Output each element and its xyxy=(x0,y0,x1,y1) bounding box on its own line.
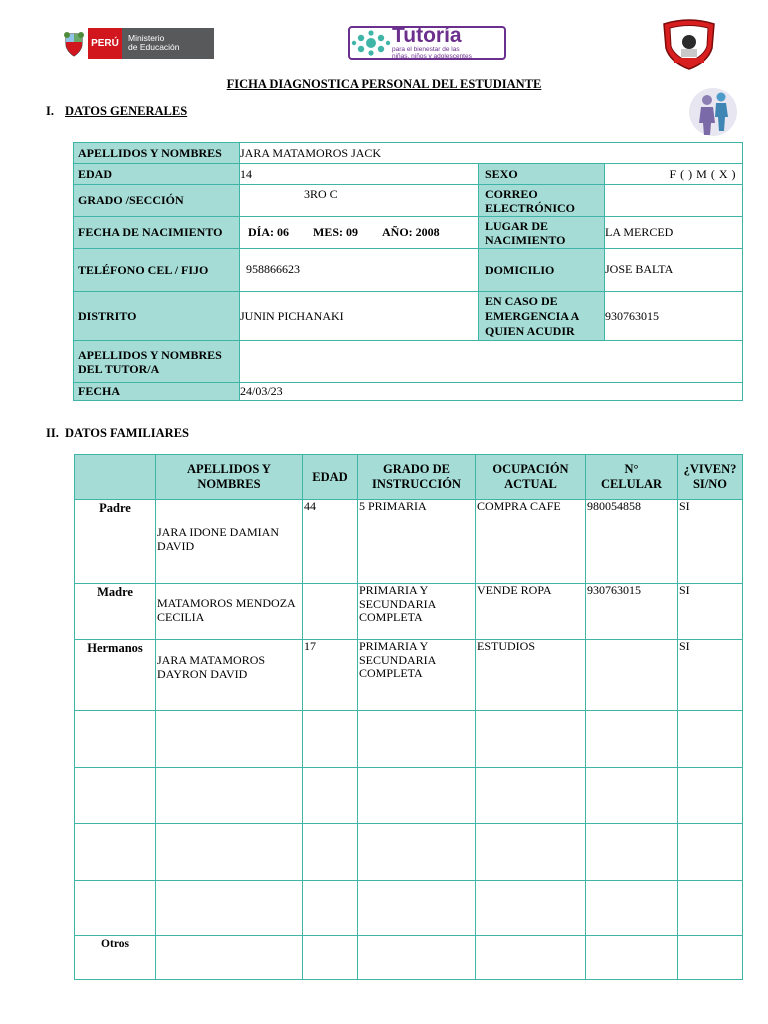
cell-viven xyxy=(678,936,743,980)
value-distrito: JUNIN PICHANAKI xyxy=(240,292,479,341)
ministerio-line2: de Educación xyxy=(128,42,180,52)
section-2-title: DATOS FAMILIARES xyxy=(65,426,189,440)
tutoria-sub2: niñas, niños y adolescentes xyxy=(392,53,472,60)
header-celular: N° CELULAR xyxy=(586,455,678,500)
cell-edad xyxy=(303,881,358,936)
row-label: Hermanos xyxy=(75,640,156,711)
table-row-empty xyxy=(75,824,743,881)
cell-ocupacion xyxy=(476,936,586,980)
header-edad: EDAD xyxy=(303,455,358,500)
cell-edad: 17 xyxy=(303,640,358,711)
value-correo xyxy=(605,185,743,217)
label-nombres: APELLIDOS Y NOMBRES xyxy=(74,143,240,164)
label-correo: CORREO ELECTRÓNICO xyxy=(479,185,605,217)
cell-nombres xyxy=(156,500,303,584)
cell-instruccion: PRIMARIA Y SECUNDARIA COMPLETA xyxy=(358,640,476,711)
value-lugar-nacimiento: LA MERCED xyxy=(605,217,743,249)
cell-nombres-text: MATAMOROS MENDOZA CECILIA xyxy=(157,596,296,624)
minedu-logo xyxy=(60,28,214,59)
section-2-heading xyxy=(46,426,189,441)
value-mes: MES: 09 xyxy=(313,225,358,239)
value-telefono: 958866623 xyxy=(240,249,479,292)
cell-nombres xyxy=(156,711,303,768)
value-edad: 14 xyxy=(240,164,479,185)
cell-nombres-text: JARA MATAMOROS DAYRON DAVID xyxy=(157,653,266,681)
cell-viven: SI xyxy=(678,500,743,584)
cell-viven: SI xyxy=(678,584,743,640)
label-lugar-nacimiento: LUGAR DE NACIMIENTO xyxy=(479,217,605,249)
cell-celular: 930763015 xyxy=(586,584,678,640)
value-anio: AÑO: 2008 xyxy=(382,225,440,239)
table-row-padre xyxy=(75,500,743,584)
school-crest-icon xyxy=(660,18,718,70)
header-nombres: APELLIDOS Y NOMBRES xyxy=(156,455,303,500)
label-edad: EDAD xyxy=(74,164,240,185)
table-row-empty xyxy=(75,881,743,936)
row-label: Madre xyxy=(75,584,156,640)
cell-viven: SI xyxy=(678,640,743,711)
section-2-number: II. xyxy=(46,426,59,440)
section-1-number: I. xyxy=(46,104,54,118)
cell-ocupacion: VENDE ROPA xyxy=(476,584,586,640)
cell-instruccion xyxy=(358,768,476,824)
tutoria-logo xyxy=(348,26,506,60)
value-fecha: 24/03/23 xyxy=(240,383,743,401)
cell-instruccion: 5 PRIMARIA xyxy=(358,500,476,584)
cell-ocupacion xyxy=(476,881,586,936)
label-sexo: SEXO xyxy=(479,164,605,185)
label-telefono: TELÉFONO CEL / FIJO xyxy=(74,249,240,292)
cell-celular xyxy=(586,824,678,881)
cell-edad xyxy=(303,711,358,768)
value-fecha-nacimiento xyxy=(240,217,479,249)
header-empty xyxy=(75,455,156,500)
value-nombres: JARA MATAMOROS JACK xyxy=(240,143,743,164)
value-domicilio: JOSE BALTA xyxy=(605,249,743,292)
cell-edad xyxy=(303,936,358,980)
cell-instruccion: PRIMARIA Y SECUNDARIA COMPLETA xyxy=(358,584,476,640)
counseling-people-icon xyxy=(688,85,738,139)
tutoria-dots-icon xyxy=(350,28,392,58)
cell-ocupacion xyxy=(476,768,586,824)
cell-instruccion xyxy=(358,824,476,881)
cell-ocupacion xyxy=(476,711,586,768)
cell-nombres-text: JARA IDONE DAMIAN DAVID xyxy=(157,525,279,553)
label-tutor: APELLIDOS Y NOMBRES DEL TUTOR/A xyxy=(74,341,240,383)
general-data-table xyxy=(73,142,743,401)
cell-instruccion xyxy=(358,711,476,768)
value-dia: DÍA: 06 xyxy=(248,225,289,239)
cell-nombres xyxy=(156,936,303,980)
label-fecha-nacimiento: FECHA DE NACIMIENTO xyxy=(74,217,240,249)
section-1-title: DATOS GENERALES xyxy=(65,104,188,118)
value-tutor xyxy=(240,341,743,383)
label-distrito: DISTRITO xyxy=(74,292,240,341)
label-domicilio: DOMICILIO xyxy=(479,249,605,292)
row-label xyxy=(75,824,156,881)
cell-celular xyxy=(586,881,678,936)
ministerio-line1: Ministerio xyxy=(128,33,165,43)
cell-edad xyxy=(303,768,358,824)
row-label xyxy=(75,711,156,768)
cell-celular xyxy=(586,640,678,711)
cell-instruccion xyxy=(358,881,476,936)
label-fecha: FECHA xyxy=(74,383,240,401)
cell-edad xyxy=(303,824,358,881)
cell-celular: 980054858 xyxy=(586,500,678,584)
ministerio-label xyxy=(122,28,214,59)
cell-nombres xyxy=(156,768,303,824)
cell-viven xyxy=(678,824,743,881)
header-instruccion: GRADO DE INSTRUCCIÓN xyxy=(358,455,476,500)
row-label-otros: Otros xyxy=(75,936,156,980)
value-emergencia: 930763015 xyxy=(605,292,743,341)
cell-edad: 44 xyxy=(303,500,358,584)
header-viven: ¿VIVEN? SI/NO xyxy=(678,455,743,500)
cell-ocupacion: ESTUDIOS xyxy=(476,640,586,711)
peru-label: PERÚ xyxy=(88,28,122,59)
cell-nombres xyxy=(156,640,303,711)
cell-nombres xyxy=(156,824,303,881)
section-1-heading xyxy=(46,104,187,119)
cell-viven xyxy=(678,768,743,824)
value-grado: 3RO C xyxy=(240,185,479,217)
table-row-otros xyxy=(75,936,743,980)
label-emergencia: EN CASO DE EMERGENCIA A QUIEN ACUDIR xyxy=(479,292,605,341)
cell-celular xyxy=(586,768,678,824)
cell-edad xyxy=(303,584,358,640)
cell-viven xyxy=(678,711,743,768)
table-row-hermanos xyxy=(75,640,743,711)
table-row-empty xyxy=(75,711,743,768)
cell-nombres xyxy=(156,881,303,936)
peru-shield-icon xyxy=(60,28,88,59)
cell-celular xyxy=(586,711,678,768)
cell-celular xyxy=(586,936,678,980)
header-ocupacion: OCUPACIÓN ACTUAL xyxy=(476,455,586,500)
value-sexo: F ( ) M ( X ) xyxy=(605,164,743,185)
row-label: Padre xyxy=(75,500,156,584)
tutoria-sub1: para el bienestar de las xyxy=(392,46,460,53)
cell-nombres xyxy=(156,584,303,640)
label-grado: GRADO /SECCIÓN xyxy=(74,185,240,217)
family-data-table xyxy=(74,454,743,980)
row-label xyxy=(75,768,156,824)
row-label xyxy=(75,881,156,936)
cell-ocupacion xyxy=(476,824,586,881)
cell-instruccion xyxy=(358,936,476,980)
cell-viven xyxy=(678,881,743,936)
table-row-madre xyxy=(75,584,743,640)
table-row-empty xyxy=(75,768,743,824)
document-title: FICHA DIAGNOSTICA PERSONAL DEL ESTUDIANTE xyxy=(226,77,542,91)
cell-ocupacion: COMPRA CAFE xyxy=(476,500,586,584)
tutoria-title: Tutoría xyxy=(392,24,462,47)
